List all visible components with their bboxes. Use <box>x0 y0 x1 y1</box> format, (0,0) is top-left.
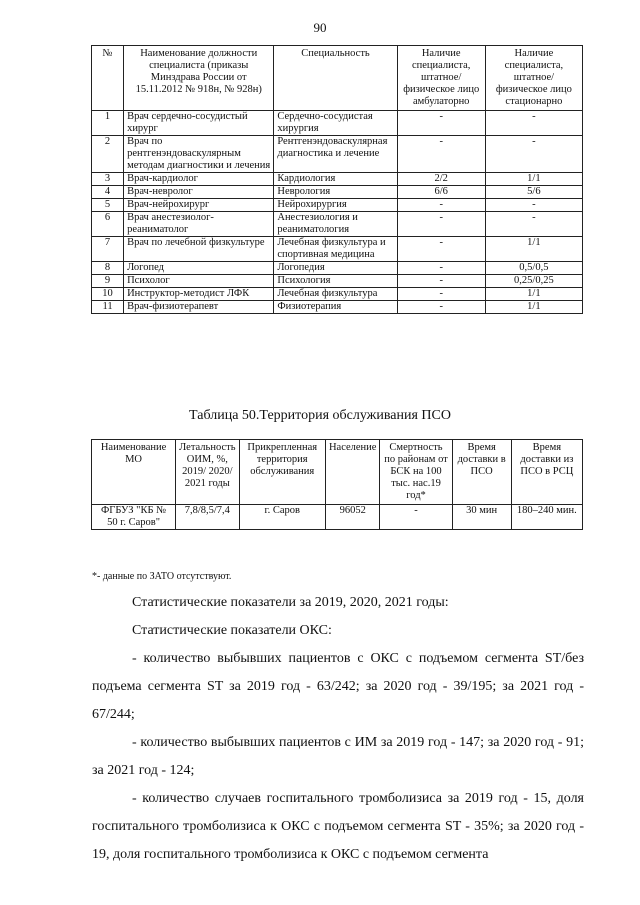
table-cell: 1/1 <box>485 173 582 186</box>
table-cell: Лечебная физкультура <box>274 288 397 301</box>
table-cell: 2/2 <box>397 173 485 186</box>
table-cell: - <box>397 199 485 212</box>
header-cell: Наличие специалиста, штатное/физическое лицо стационарно <box>485 46 582 111</box>
header-cell: Наличие специалиста, штатное/физическое лицо амбулаторно <box>397 46 485 111</box>
header-cell: Время доставки из ПСО в РСЦ <box>511 440 582 505</box>
footnote: *- данные по ЗАТО отсутствуют. <box>92 571 232 582</box>
table-cell: Неврология <box>274 186 397 199</box>
table-row <box>92 212 583 237</box>
table-cell: Врач сердечно-сосудистый хирург <box>124 111 274 136</box>
table-cell: 1/1 <box>485 288 582 301</box>
header-cell: № <box>92 46 124 111</box>
table-cell: - <box>397 136 485 173</box>
table-row <box>92 301 583 314</box>
header-cell: Население <box>325 440 380 505</box>
table-cell: - <box>397 237 485 262</box>
table-cell: Сердечно-сосудистая хирургия <box>274 111 397 136</box>
table-cell: - <box>397 288 485 301</box>
table-cell: - <box>397 262 485 275</box>
table-cell: 7,8/8,5/7,4 <box>176 505 239 530</box>
table-cell: Логопедия <box>274 262 397 275</box>
table-row <box>92 505 583 530</box>
table-cell: 1/1 <box>485 237 582 262</box>
table-cell: 6/6 <box>397 186 485 199</box>
table-cell: - <box>380 505 452 530</box>
table-cell: 0,5/0,5 <box>485 262 582 275</box>
table-row <box>92 173 583 186</box>
table-row <box>92 186 583 199</box>
table-cell: - <box>485 111 582 136</box>
table-cell: Психолог <box>124 275 274 288</box>
table-cell: - <box>397 275 485 288</box>
table-row <box>92 288 583 301</box>
header-cell: Наименование МО <box>92 440 176 505</box>
table-cell: 11 <box>92 301 124 314</box>
table-cell: 2 <box>92 136 124 173</box>
table-row <box>92 199 583 212</box>
table-cell: ФГБУЗ "КБ № 50 г. Саров" <box>92 505 176 530</box>
table-cell: г. Саров <box>239 505 325 530</box>
table-cell: 4 <box>92 186 124 199</box>
table-cell: - <box>397 111 485 136</box>
table-cell: 6 <box>92 212 124 237</box>
header-cell: Летальность ОИМ, %, 2019/ 2020/ 2021 годы <box>176 440 239 505</box>
table-cell: Врач-нейрохирург <box>124 199 274 212</box>
table-cell: 1/1 <box>485 301 582 314</box>
territory-table <box>91 439 583 530</box>
header-cell: Время доставки в ПСО <box>452 440 511 505</box>
table-cell: - <box>397 301 485 314</box>
table-cell: Кардиология <box>274 173 397 186</box>
table-cell: 9 <box>92 275 124 288</box>
table-cell: Логопед <box>124 262 274 275</box>
table-header-row <box>92 440 583 505</box>
table-cell: Инструктор-методист ЛФК <box>124 288 274 301</box>
paragraph: Статистические показатели ОКС: <box>132 623 332 638</box>
table-cell: 10 <box>92 288 124 301</box>
paragraph: - количество выбывших пациентов с ИМ за 2019 год - 147; за 2020 год - 91; за 2021 год - 124; <box>92 735 584 778</box>
paragraph: - количество выбывших пациентов с ОКС с подъемом сегмента ST/без подъема сегмента ST за 2019 год - 63/242; за 2020 год - 39/195; за 2021 год - 67/244; <box>92 651 584 722</box>
table-row <box>92 275 583 288</box>
table-cell: Лечебная физкультура и спортивная медицина <box>274 237 397 262</box>
header-cell: Наименование должности специалиста (приказы Минздрава России от 15.11.2012 № 918н, № 928н) <box>124 46 274 111</box>
paragraph: - количество случаев госпитального тромболизиса за 2019 год - 15, доля госпитального тромболизиса к ОКС с подъемом сегмента ST - 35%; за 2020 год - 19, доля госпитального тромболизиса к ОКС с подъемом сегмента <box>92 791 584 862</box>
header-cell: Смертность по районам от БСК на 100 тыс. нас.19 год* <box>380 440 452 505</box>
header-cell: Специальность <box>274 46 397 111</box>
specialists-table <box>91 45 583 314</box>
table-cell: 3 <box>92 173 124 186</box>
page-number: 90 <box>313 20 327 35</box>
table-cell: Врач-невролог <box>124 186 274 199</box>
table-cell: Анестезиология и реаниматология <box>274 212 397 237</box>
table-cell: - <box>485 199 582 212</box>
header-cell: Прикрепленная территория обслуживания <box>239 440 325 505</box>
table-cell: 8 <box>92 262 124 275</box>
table-caption: Таблица 50.Территория обслуживания ПСО <box>189 408 451 423</box>
table-cell: 5/6 <box>485 186 582 199</box>
table-cell: Врач-кардиолог <box>124 173 274 186</box>
table-cell: 30 мин <box>452 505 511 530</box>
table-row <box>92 262 583 275</box>
table-cell: Врач по рентгенэндоваскулярным методам диагностики и лечения <box>124 136 274 173</box>
table-cell: Физиотерапия <box>274 301 397 314</box>
table-cell: Психология <box>274 275 397 288</box>
table-cell: - <box>397 212 485 237</box>
table-cell: 96052 <box>325 505 380 530</box>
table-cell: Врач-физиотерапевт <box>124 301 274 314</box>
table-header-row <box>92 46 583 111</box>
table-cell: - <box>485 212 582 237</box>
table-row <box>92 111 583 136</box>
table-cell: 5 <box>92 199 124 212</box>
table-cell: Нейрохирургия <box>274 199 397 212</box>
table-cell: - <box>485 136 582 173</box>
table-cell: 1 <box>92 111 124 136</box>
table-row <box>92 237 583 262</box>
table-cell: 7 <box>92 237 124 262</box>
table-cell: Рентгенэндоваскулярная диагностика и лечение <box>274 136 397 173</box>
table-cell: Врач анестезиолог-реаниматолог <box>124 212 274 237</box>
table-cell: 180–240 мин. <box>511 505 582 530</box>
table-cell: 0,25/0,25 <box>485 275 582 288</box>
table-cell: Врач по лечебной физкультуре <box>124 237 274 262</box>
paragraph: Статистические показатели за 2019, 2020, 2021 годы: <box>132 595 449 610</box>
table-row <box>92 136 583 173</box>
